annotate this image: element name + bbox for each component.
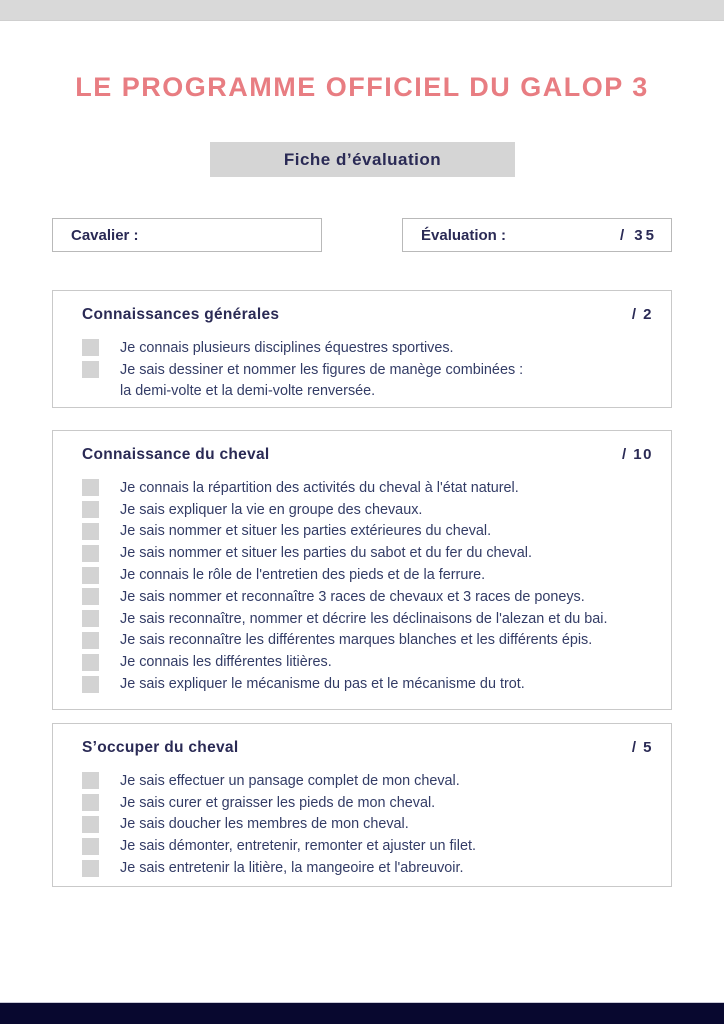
evaluation-field[interactable] bbox=[402, 218, 672, 252]
checklist-item bbox=[82, 857, 661, 879]
section-header bbox=[53, 291, 671, 324]
section-title: S’occuper du cheval bbox=[82, 739, 239, 756]
checklist-item bbox=[82, 337, 661, 359]
checklist bbox=[53, 324, 671, 402]
item-checkbox[interactable] bbox=[82, 479, 99, 496]
item-text: Je sais curer et graisser les pieds de mon cheval. bbox=[120, 794, 436, 811]
evaluation-label: Évaluation : bbox=[421, 226, 507, 244]
checklist-item bbox=[82, 651, 661, 673]
checklist-item bbox=[82, 477, 661, 499]
item-checkbox[interactable] bbox=[82, 816, 99, 833]
subtitle-text: Fiche d’évaluation bbox=[283, 149, 442, 169]
item-checkbox[interactable] bbox=[82, 860, 99, 877]
item-text: Je sais nommer et situer les parties extérieures du cheval. bbox=[120, 523, 492, 540]
checklist-item bbox=[82, 814, 661, 836]
item-checkbox[interactable] bbox=[82, 567, 99, 584]
item-checkbox[interactable] bbox=[82, 501, 99, 518]
checklist-item bbox=[82, 792, 661, 814]
item-text: Je sais nommer et reconnaître 3 races de chevaux et 3 races de poneys. bbox=[120, 588, 585, 605]
item-checkbox[interactable] bbox=[82, 632, 99, 649]
checklist-item bbox=[82, 499, 661, 521]
item-checkbox[interactable] bbox=[82, 339, 99, 356]
checklist-item bbox=[82, 673, 661, 695]
section-title: Connaissance du cheval bbox=[82, 446, 270, 463]
item-text: Je sais entretenir la litière, la mangeoire et l'abreuvoir. bbox=[120, 860, 464, 877]
item-checkbox[interactable] bbox=[82, 610, 99, 627]
section-score: / 5 bbox=[631, 739, 653, 756]
item-checkbox[interactable] bbox=[82, 838, 99, 855]
item-text: Je sais reconnaître, nommer et décrire les déclinaisons de l'alezan et du bai. bbox=[120, 610, 608, 627]
item-text: Je connais la répartition des activités du cheval à l'état naturel. bbox=[120, 479, 519, 496]
checklist-item bbox=[82, 835, 661, 857]
checklist-item bbox=[82, 359, 661, 381]
item-checkbox[interactable] bbox=[82, 545, 99, 562]
item-text: Je sais doucher les membres de mon cheval. bbox=[120, 816, 409, 833]
item-checkbox[interactable] bbox=[82, 523, 99, 540]
item-text: Je sais dessiner et nommer les figures de manège combinées : bbox=[120, 361, 524, 378]
item-checkbox[interactable] bbox=[82, 676, 99, 693]
item-text: Je sais effectuer un pansage complet de mon cheval. bbox=[120, 772, 460, 789]
item-checkbox[interactable] bbox=[82, 772, 99, 789]
checklist-item bbox=[82, 521, 661, 543]
checklist-item bbox=[82, 770, 661, 792]
checklist-item bbox=[82, 630, 661, 652]
top-border-strip bbox=[0, 0, 724, 21]
checklist bbox=[53, 757, 671, 879]
page-title: LE PROGRAMME OFFICIEL DU GALOP 3 bbox=[75, 72, 649, 102]
item-checkbox[interactable] bbox=[82, 588, 99, 605]
cavalier-label: Cavalier : bbox=[71, 226, 139, 244]
item-text: Je connais plusieurs disciplines équestres sportives. bbox=[120, 339, 454, 356]
item-text: Je sais nommer et situer les parties du sabot et du fer du cheval. bbox=[120, 545, 532, 562]
checklist-item bbox=[82, 542, 661, 564]
section-header bbox=[53, 724, 671, 757]
checklist-item bbox=[82, 586, 661, 608]
item-checkbox[interactable] bbox=[82, 361, 99, 378]
evaluation-total-score: / 35 bbox=[619, 226, 657, 244]
bottom-border-strip bbox=[0, 1002, 724, 1024]
subtitle-banner bbox=[210, 142, 515, 177]
section-header bbox=[53, 431, 671, 464]
item-checkbox[interactable] bbox=[82, 654, 99, 671]
checklist-item bbox=[82, 608, 661, 630]
section-score: / 2 bbox=[631, 306, 653, 323]
item-text: la demi-volte et la demi-volte renversée. bbox=[120, 383, 376, 400]
item-text: Je sais expliquer le mécanisme du pas et le mécanisme du trot. bbox=[120, 676, 525, 693]
section-connaissance-du-cheval bbox=[52, 430, 672, 710]
item-checkbox[interactable] bbox=[82, 794, 99, 811]
checklist bbox=[53, 464, 671, 695]
section-soccuper-du-cheval bbox=[52, 723, 672, 887]
item-text: Je sais expliquer la vie en groupe des chevaux. bbox=[120, 501, 423, 518]
checklist-item bbox=[82, 564, 661, 586]
section-connaissances-generales bbox=[52, 290, 672, 408]
checklist-item-continuation bbox=[82, 381, 661, 403]
cavalier-field[interactable] bbox=[52, 218, 322, 252]
item-text: Je sais reconnaître les différentes marques blanches et les différents épis. bbox=[120, 632, 593, 649]
item-text: Je connais le rôle de l'entretien des pieds et de la ferrure. bbox=[120, 567, 486, 584]
section-title: Connaissances générales bbox=[82, 306, 280, 323]
section-score: / 10 bbox=[621, 446, 653, 463]
item-text: Je sais démonter, entretenir, remonter et ajuster un filet. bbox=[120, 838, 476, 855]
item-text: Je connais les différentes litières. bbox=[120, 654, 332, 671]
